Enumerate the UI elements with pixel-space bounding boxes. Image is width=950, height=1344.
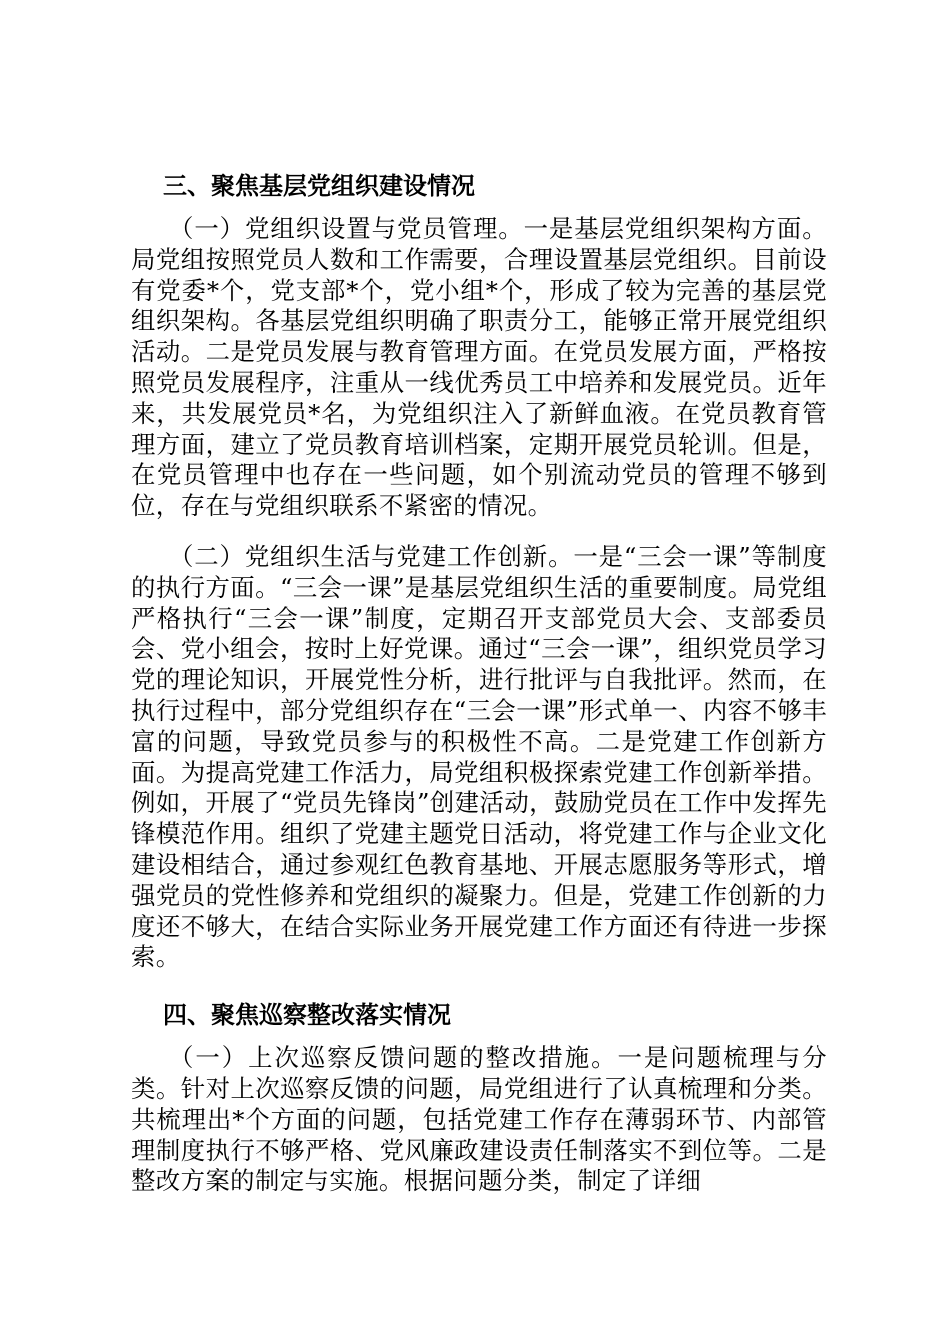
paragraph-rectification-measures: （一）上次巡察反馈问题的整改措施。一是问题梳理与分类。针对上次巡察反馈的问题，局党组进行了认真梳理和分类。共梳理出*个方面的问题，包括党建工作存在薄弱环节、内部管理制度执行不够严格、党风廉政建设责任制落实不到位等。二是整改方案的制定与实施。根据问题分类，制定了详细	[131, 1043, 827, 1196]
document-page	[131, 166, 827, 1197]
paragraph-party-org-setup: （一）党组织设置与党员管理。一是基层党组织架构方面。局党组按照党员人数和工作需要，合理设置基层党组织。目前设有党委*个，党支部*个，党小组*个，形成了较为完善的基层党组织架构。各基层党组织明确了职责分工，能够正常开展党组织活动。二是党员发展与教育管理方面。在党员发展方面，严格按照党员发展程序，注重从一线优秀员工中培养和发展党员。近年来，共发展党员*名，为党组织注入了新鲜血液。在党员教育管理方面，建立了党员教育培训档案，定期开展党员轮训。但是，在党员管理中也存在一些问题，如个别流动党员的管理不够到位，存在与党组织联系不紧密的情况。	[131, 214, 827, 521]
paragraph-party-life-innovation: （二）党组织生活与党建工作创新。一是“三会一课”等制度的执行方面。“三会一课”是基层党组织生活的重要制度。局党组严格执行“三会一课”制度，定期召开支部党员大会、支部委员会、党小组会，按时上好党课。通过“三会一课”，组织党员学习党的理论知识，开展党性分析，进行批评与自我批评。然而，在执行过程中，部分党组织存在“三会一课”形式单一、内容不够丰富的问题，导致党员参与的积极性不高。二是党建工作创新方面。为提高党建工作活力，局党组积极探索党建工作创新举措。例如，开展了“党员先锋岗”创建活动，鼓励党员在工作中发挥先锋模范作用。组织了党建主题党日活动，将党建工作与企业文化建设相结合，通过参观红色教育基地、开展志愿服务等形式，增强党员的党性修养和党组织的凝聚力。但是，党建工作创新的力度还不够大，在结合实际业务开展党建工作方面还有待进一步探索。	[131, 541, 827, 972]
section-heading-4: 四、聚焦巡察整改落实情况	[163, 1000, 451, 1030]
section-heading-3: 三、聚焦基层党组织建设情况	[163, 171, 475, 200]
